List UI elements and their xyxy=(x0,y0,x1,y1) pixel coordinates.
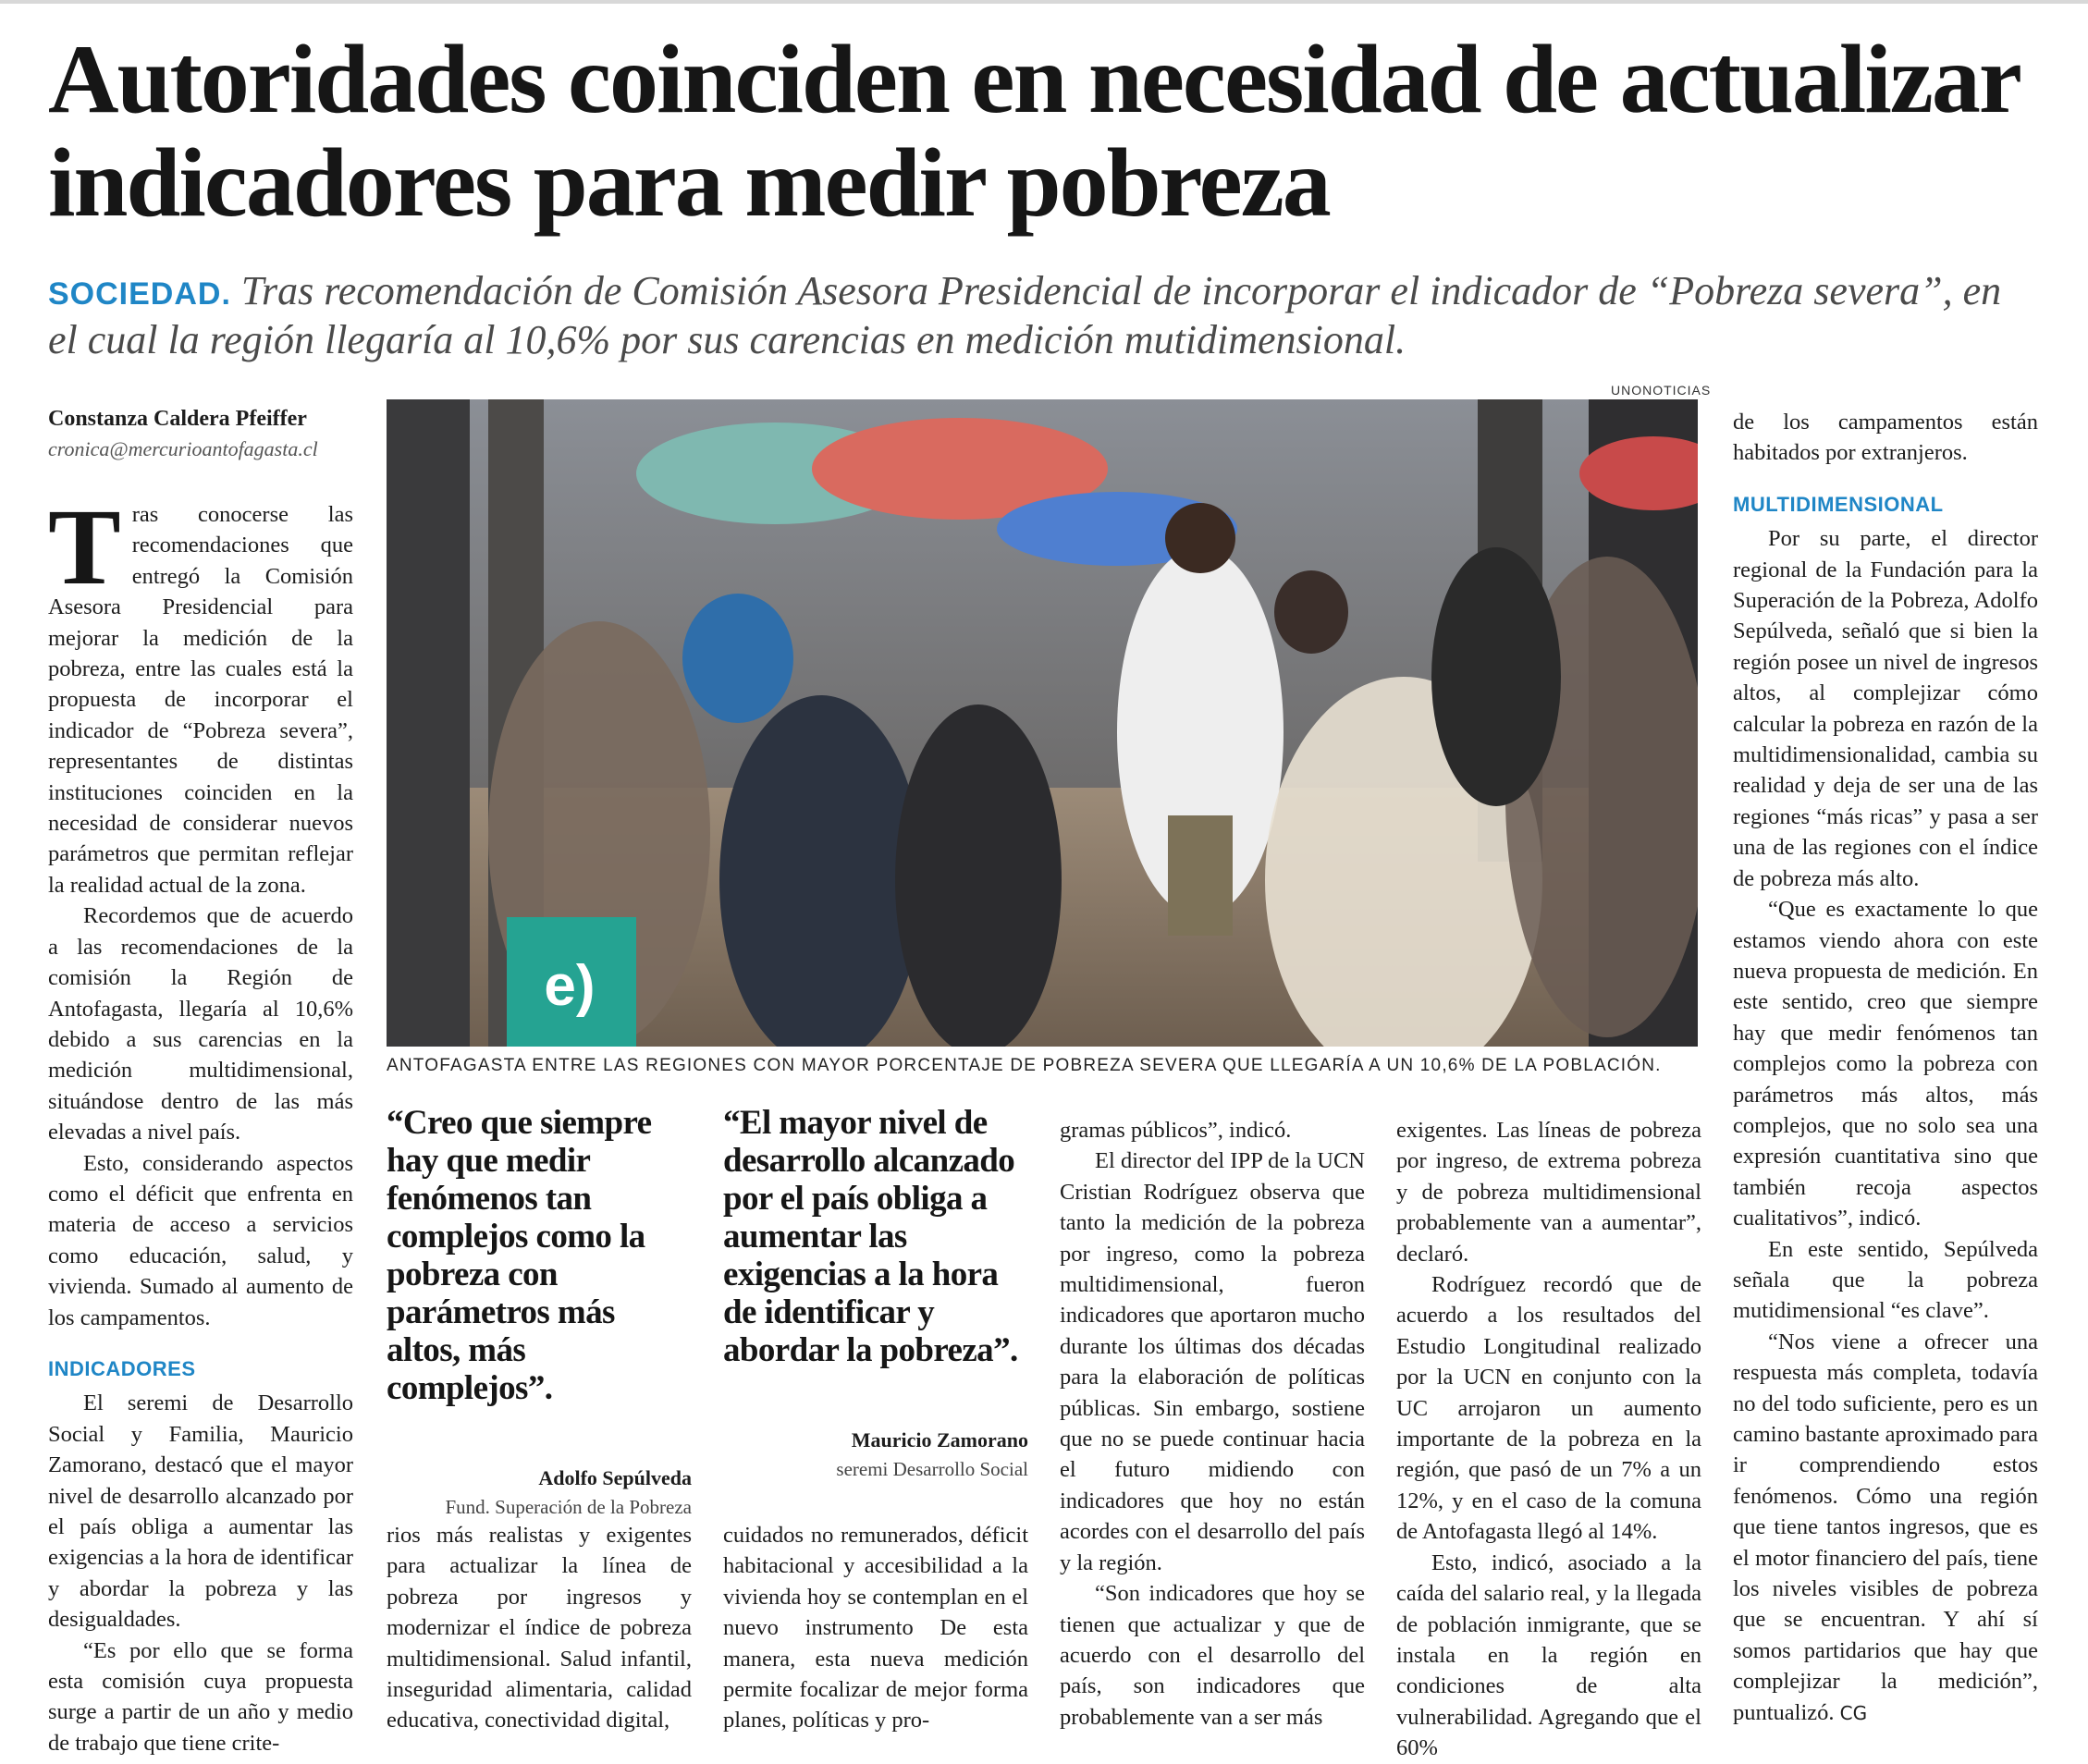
author-name: Constanza Caldera Pfeiffer xyxy=(48,407,307,431)
deck-text: Tras recomendación de Comisión Asesora Presidencial de incorporar el indicador de “Pobreza severa”, en el cual la región llegaría al 10,6% por sus carencias en medición mutidimensional. xyxy=(48,268,2002,362)
column-5 xyxy=(1396,1115,1701,1764)
paragraph: En este sentido, Sepúlveda señala que la pobreza mutidimensional “es clave”. xyxy=(1733,1236,2038,1324)
quote-name: Mauricio Zamorano xyxy=(851,1428,1028,1452)
paragraph: Esto, indicó, asociado a la caída del salario real, y la llegada de población inmigrante, que se instala en la región en condiciones de alta vulnerabilidad. Agregando que el 60% xyxy=(1396,1550,1701,1761)
photo-caption: ANTOFAGASTA ENTRE LAS REGIONES CON MAYOR PORCENTAJE DE POBREZA SEVERA QUE LLEGARÍA A UN 10,6% DE LA POBLACIÓN. xyxy=(387,1056,1662,1075)
paragraph: Rodríguez recordó que de acuerdo a los resultados del Estudio Longitudinal realizado por la UCN en conjunto con la UC arrojaron un aumento importante de la pobreza en la región, que pasó de un 7% a un 12%, y en el caso de la comuna de Antofagasta llegó al 14%. xyxy=(1396,1272,1701,1545)
quote-text: “El mayor nivel de desarrollo alcanzado por el país obliga a aumentar las exigencias a la hora de identificar y abordar la pobreza”. xyxy=(723,1104,1018,1369)
subhead-multidimensional: MULTIDIMENSIONAL xyxy=(1733,492,1944,516)
photo-illustration xyxy=(387,399,1698,1047)
column-2 xyxy=(387,1520,692,1736)
paragraph: “Son indicadores que hoy se tienen que actualizar y que de acuerdo con el desarrollo del país, son indicadores que probablemente van a ser más xyxy=(1060,1581,1365,1730)
paragraph: “Nos viene a ofrecer una respuesta más completa, todavía no del todo suficiente, pero es un camino bastante aproximado para ir comprendiendo estos fenómenos. Cómo una región que tiene tantos ingresos, que es el motor financiero del país, tiene los niveles visibles de pobreza que se encuentran. Y ahí sí somos partidarios que hay que complejizar la medición”, puntualizó. CG xyxy=(1733,1329,2038,1725)
quote-name: Adolfo Sepúlveda xyxy=(538,1466,692,1489)
pull-quote-2 xyxy=(723,1104,1028,1481)
deck xyxy=(48,268,2036,363)
end-mark: CG xyxy=(1839,1701,1868,1724)
paragraph: “Es por ello que se forma esta comisión cuya propuesta surge a partir de un año y medio de trabajo que tiene crite- xyxy=(48,1637,353,1756)
paragraph: de los campamentos están habitados por extranjeros. xyxy=(1733,410,2038,466)
column-3 xyxy=(723,1520,1028,1736)
author-email[interactable]: cronica@mercurioantofagasta.cl xyxy=(48,437,318,460)
street-crowd-photo xyxy=(387,399,1698,1047)
photo-credit: UNONOTICIAS xyxy=(1611,383,1712,398)
quote-role: Fund. Superación de la Pobreza xyxy=(445,1496,692,1518)
byline xyxy=(48,407,362,461)
section-kicker: SOCIEDAD. xyxy=(48,276,231,312)
quote-role: seremi Desarrollo Social xyxy=(836,1458,1028,1480)
column-6 xyxy=(1733,407,2038,1729)
paragraph: Esto, considerando aspectos como el déficit que enfrenta en materia de acceso a servicios como educación, salud, y vivienda. Sumado al aumento de los campamentos. xyxy=(48,1150,353,1330)
paragraph: El director del IPP de la UCN Cristian Rodríguez observa que tanto la medición de la pobreza por ingreso, como la pobreza multidimensional, fueron indicadores que aportaron mucho durante los últimas dos décadas para la elaboración de políticas públicas. Sin embargo, sostiene que no se puede continuar hacia el futuro midiendo con indicadores que hoy no están acordes con el desarrollo del país y la región. xyxy=(1060,1148,1365,1575)
dropcap: T xyxy=(48,486,121,607)
paragraph: rios más realistas y exigentes para actualizar la línea de pobreza por ingresos y modernizar el índice de pobreza multidimensional. Salud infantil, inseguridad alimentaria, calidad educativa, conectividad digital, xyxy=(387,1523,692,1733)
subhead-indicadores: INDICADORES xyxy=(48,1356,196,1380)
pull-quote-1 xyxy=(387,1104,692,1519)
quote-text: “Creo que siempre hay que medir fenómenos tan complejos como la pobreza con parámetros más altos, más complejos”. xyxy=(387,1104,652,1407)
paragraph: gramas públicos”, indicó. xyxy=(1060,1118,1292,1143)
column-1 xyxy=(48,486,353,1758)
paragraph: exigentes. Las líneas de pobreza por ingreso, de extrema pobreza y de pobreza multidimensional probablemente van a aumentar”, declaró. xyxy=(1396,1118,1701,1267)
column-4 xyxy=(1060,1115,1365,1733)
headline: Autoridades coinciden en necesidad de actualizar indicadores para medir pobreza xyxy=(48,25,2019,237)
paragraph: Recordemos que de acuerdo a las recomendaciones de la comisión la Región de Antofagasta, llegaría al 10,6% debido a sus carencias en la medición multidimensional, situándose dentro de las más elevadas a nivel país. xyxy=(48,903,353,1145)
lead-paragraph: Tras conocerse las recomendaciones que entregó la Comisión Asesora Presidencial para mejorar la medición de la pobreza, entre las cuales está la propuesta de incorporar el indicador de “Pobreza severa”, representantes de distintas instituciones coinciden en la necesidad de considerar nuevos parámetros que permitan reflejar la realidad actual de la zona. xyxy=(48,486,353,898)
paragraph: “Que es exactamente lo que estamos viendo ahora con este nueva propuesta de medición. En este sentido, creo que siempre hay que medir fenómenos tan complejos como la pobreza con parámetros más altos, más complejos, que no solo sea una expresión cuantitativa sino que también recoja aspectos cualitativos”, indicó. xyxy=(1733,897,2038,1231)
top-rule xyxy=(0,0,2088,4)
paragraph: Por su parte, el director regional de la Fundación para la Superación de la Pobreza, Adolfo Sepúlveda, señaló que si bien la región posee un nivel de ingresos altos, al complejizar cómo calcular la pobreza en razón de la multidimensionalidad, cambia su realidad y deja de ser una de las regiones “más ricas” y pasa a ser una de las regiones con el índice de pobreza más alto. xyxy=(1733,526,2038,891)
paragraph: cuidados no remunerados, déficit habitacional y accesibilidad a la vivienda hoy se contemplan en el nuevo instrumento De esta manera, esta nueva medición permite focalizar de mejor forma planes, políticas y pro- xyxy=(723,1523,1028,1733)
sign-text: e) xyxy=(544,954,596,1018)
paragraph: El seremi de Desarrollo Social y Familia, Mauricio Zamorano, destacó que el mayor nivel de desarrollo alcanzado por el país obliga a aumentar las exigencias a la hora de identificar y abordar la pobreza y las desigualdades. xyxy=(48,1390,353,1633)
